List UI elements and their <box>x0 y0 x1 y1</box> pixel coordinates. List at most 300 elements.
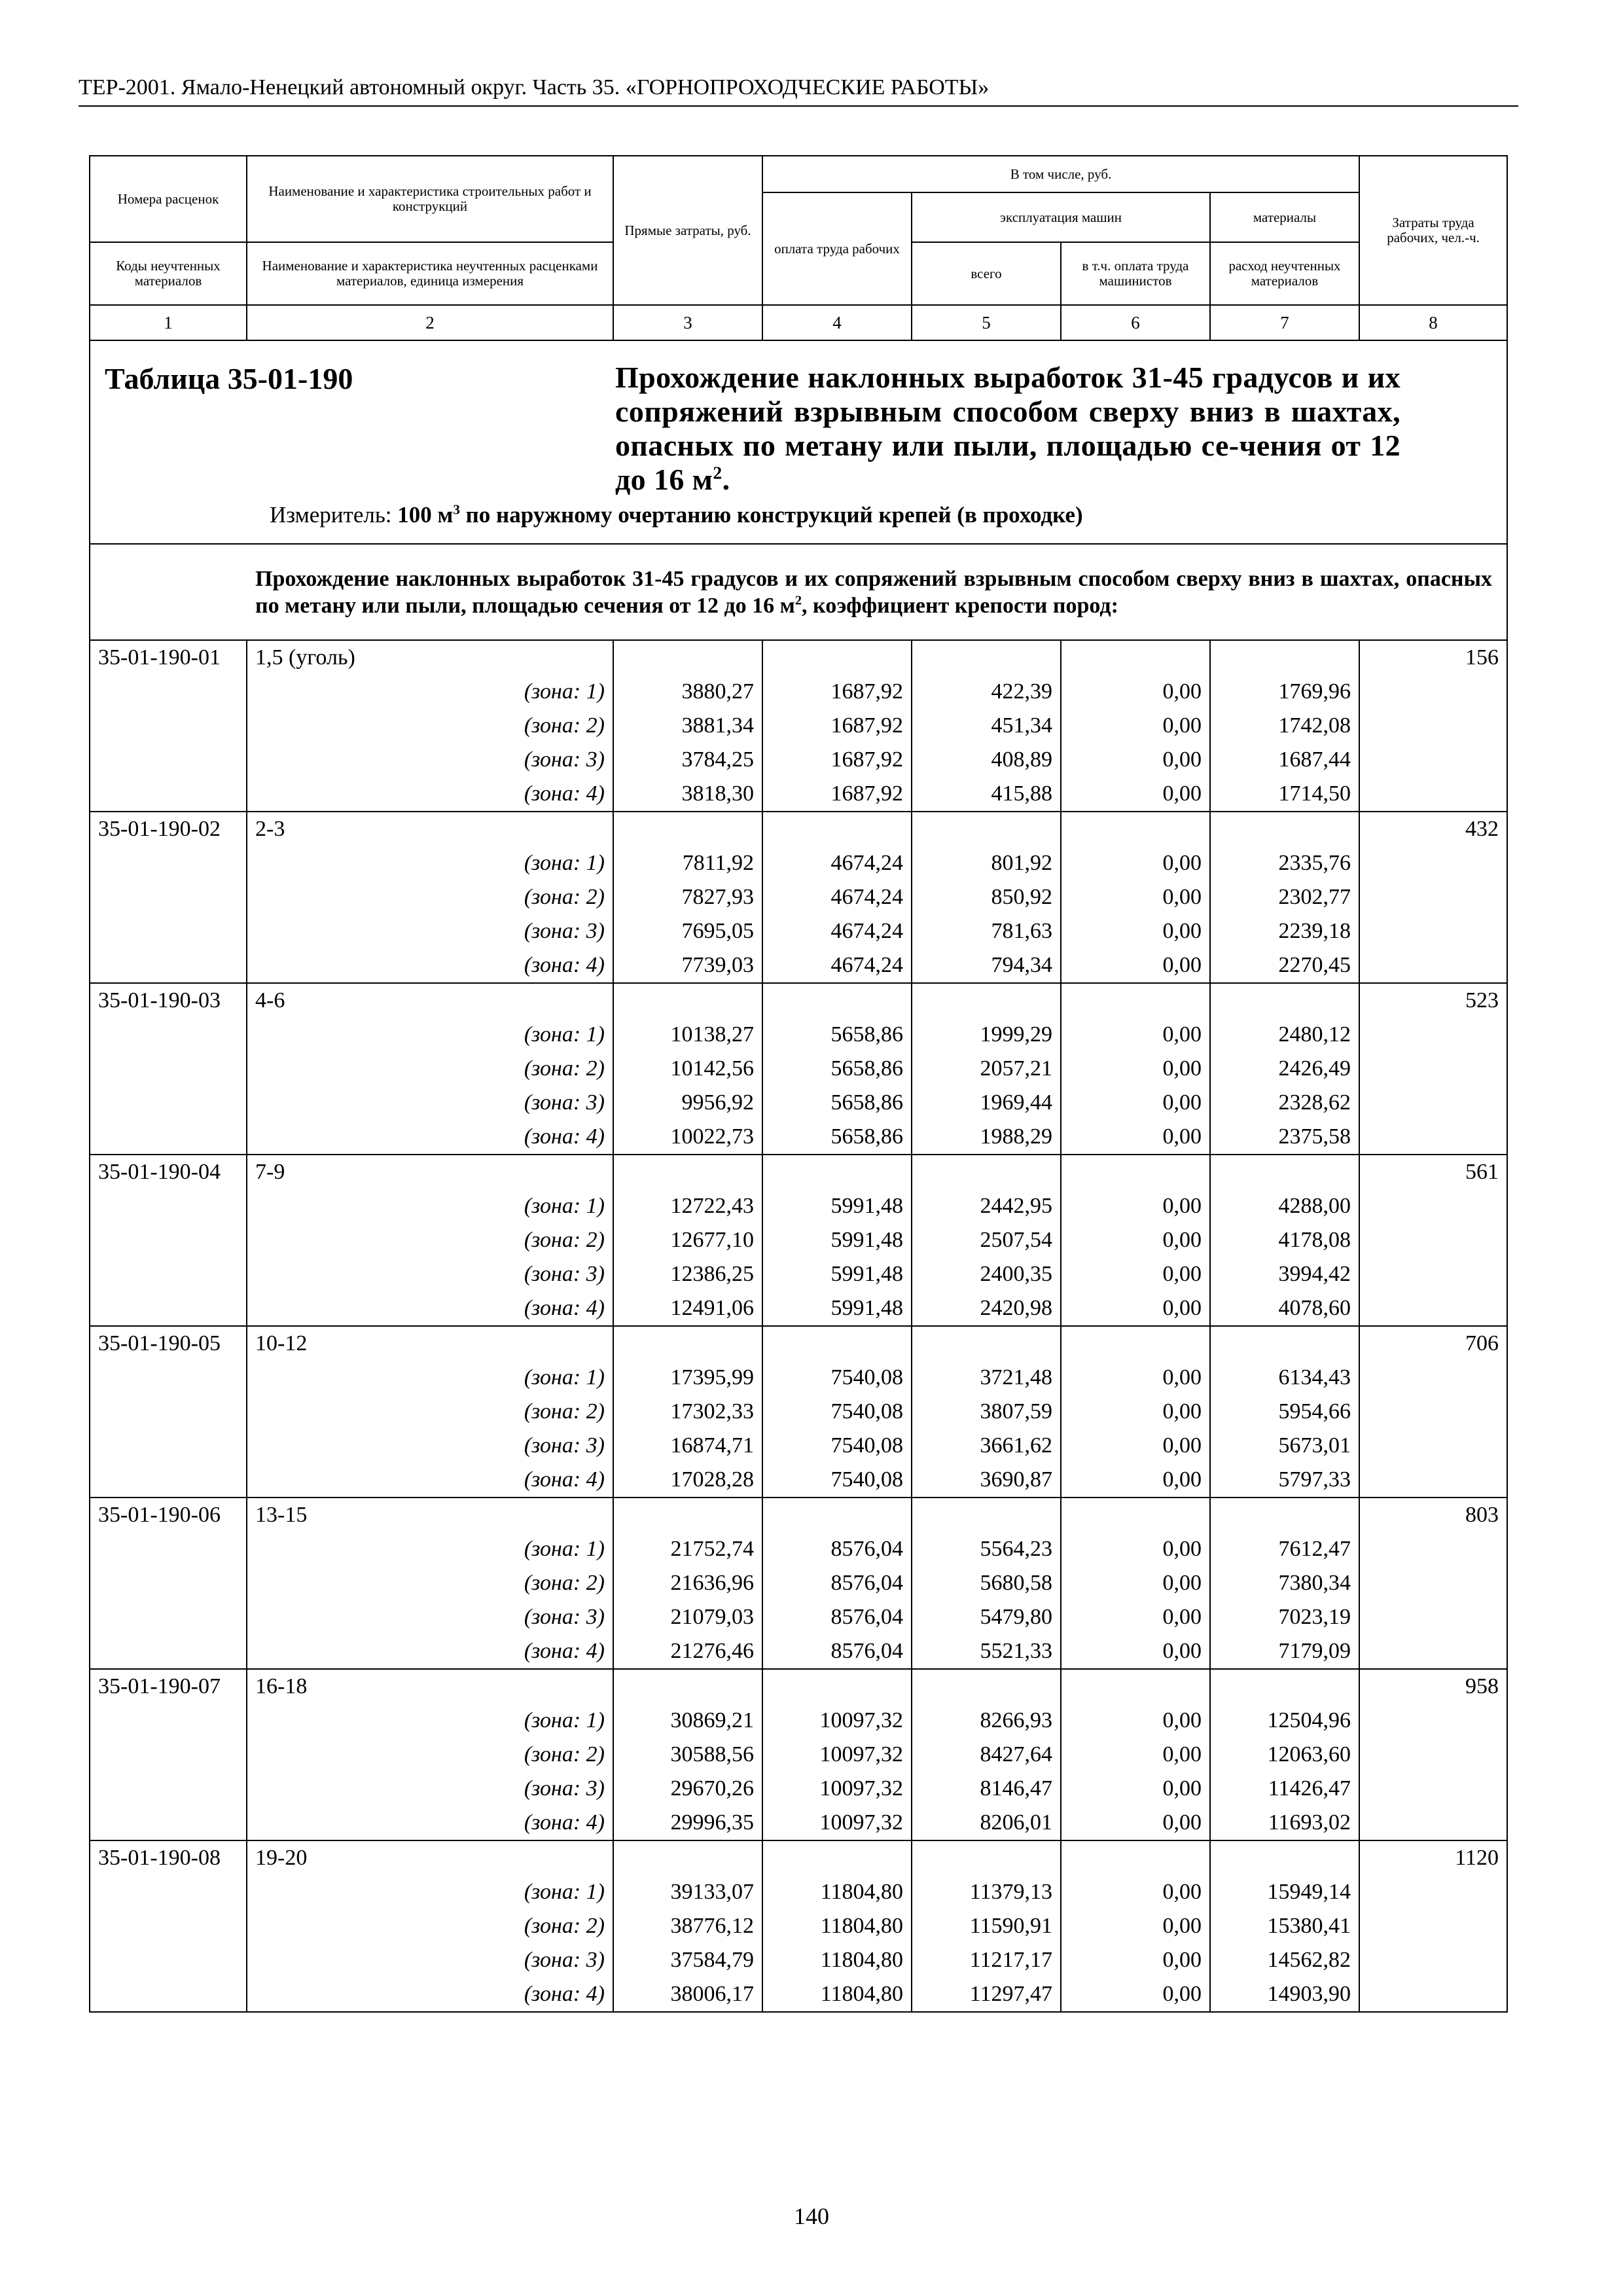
machine-total-value: 1999,29 <box>912 1018 1061 1052</box>
worker-pay-value: 8576,04 <box>762 1634 912 1669</box>
zone-row <box>90 1943 1507 1977</box>
machinist-pay-value: 0,00 <box>1061 948 1210 983</box>
empty-cell <box>762 1840 912 1875</box>
direct-costs-value: 37584,79 <box>613 1943 762 1977</box>
rate-code: 35-01-190-05 <box>90 1326 247 1361</box>
direct-costs-value: 9956,92 <box>613 1086 762 1120</box>
rate-row <box>90 983 1507 1018</box>
direct-costs-value: 17302,33 <box>613 1395 762 1429</box>
zone-label: (зона: 2) <box>247 880 613 914</box>
header-rule <box>79 105 1518 107</box>
empty-cell <box>90 675 247 709</box>
empty-cell <box>1359 1738 1507 1772</box>
machinist-pay-value: 0,00 <box>1061 1463 1210 1498</box>
empty-cell <box>90 1052 247 1086</box>
materials-value: 2239,18 <box>1210 914 1359 948</box>
zone-row <box>90 914 1507 948</box>
empty-cell <box>90 914 247 948</box>
zone-label: (зона: 4) <box>247 1977 613 2012</box>
machinist-pay-value: 0,00 <box>1061 1120 1210 1155</box>
empty-cell <box>1359 1429 1507 1463</box>
zone-label: (зона: 1) <box>247 675 613 709</box>
empty-cell <box>90 1429 247 1463</box>
rate-name: 7-9 <box>247 1155 613 1189</box>
machine-total-value: 850,92 <box>912 880 1061 914</box>
materials-value: 12063,60 <box>1210 1738 1359 1772</box>
machine-total-value: 3661,62 <box>912 1429 1061 1463</box>
zone-row <box>90 880 1507 914</box>
machinist-pay-value: 0,00 <box>1061 675 1210 709</box>
zone-label: (зона: 4) <box>247 1634 613 1669</box>
rate-code: 35-01-190-07 <box>90 1669 247 1704</box>
empty-cell <box>1359 1634 1507 1669</box>
empty-cell <box>613 1498 762 1532</box>
machine-total-value: 8206,01 <box>912 1806 1061 1840</box>
rate-name: 19-20 <box>247 1840 613 1875</box>
empty-cell <box>90 880 247 914</box>
zone-label: (зона: 4) <box>247 1291 613 1326</box>
materials-value: 2270,45 <box>1210 948 1359 983</box>
direct-costs-value: 10138,27 <box>613 1018 762 1052</box>
empty-cell <box>90 948 247 983</box>
worker-pay-value: 10097,32 <box>762 1806 912 1840</box>
empty-cell <box>1359 1223 1507 1257</box>
empty-cell <box>90 1977 247 2012</box>
materials-value: 3994,42 <box>1210 1257 1359 1291</box>
materials-value: 7179,09 <box>1210 1634 1359 1669</box>
empty-cell <box>613 812 762 846</box>
worker-pay-value: 5991,48 <box>762 1257 912 1291</box>
worker-pay-value: 10097,32 <box>762 1738 912 1772</box>
zone-row <box>90 1223 1507 1257</box>
zone-label: (зона: 3) <box>247 1429 613 1463</box>
rates-body <box>90 640 1507 2012</box>
zone-label: (зона: 2) <box>247 1395 613 1429</box>
zone-label: (зона: 2) <box>247 1223 613 1257</box>
zone-label: (зона: 2) <box>247 1738 613 1772</box>
rate-code: 35-01-190-06 <box>90 1498 247 1532</box>
empty-cell <box>1359 743 1507 777</box>
machine-total-value: 2400,35 <box>912 1257 1061 1291</box>
worker-pay-value: 4674,24 <box>762 880 912 914</box>
empty-cell <box>912 1155 1061 1189</box>
machine-total-value: 8266,93 <box>912 1704 1061 1738</box>
zone-row <box>90 1772 1507 1806</box>
direct-costs-value: 7695,05 <box>613 914 762 948</box>
zone-row <box>90 948 1507 983</box>
machinist-pay-value: 0,00 <box>1061 880 1210 914</box>
worker-pay-value: 1687,92 <box>762 743 912 777</box>
table-title-block <box>90 340 1507 544</box>
worker-pay-value: 5991,48 <box>762 1223 912 1257</box>
empty-cell <box>90 846 247 880</box>
zone-row <box>90 846 1507 880</box>
machine-total-value: 5564,23 <box>912 1532 1061 1566</box>
empty-cell <box>1359 1875 1507 1909</box>
rate-row <box>90 812 1507 846</box>
empty-cell <box>1359 1052 1507 1086</box>
empty-cell <box>1359 709 1507 743</box>
direct-costs-value: 21752,74 <box>613 1532 762 1566</box>
worker-pay-value: 5658,86 <box>762 1018 912 1052</box>
empty-cell <box>613 1155 762 1189</box>
worker-pay-value: 8576,04 <box>762 1532 912 1566</box>
empty-cell <box>1359 1189 1507 1223</box>
zone-label: (зона: 1) <box>247 1704 613 1738</box>
table-number: Таблица 35-01-190 <box>105 362 353 395</box>
materials-value: 1742,08 <box>1210 709 1359 743</box>
machine-total-value: 3807,59 <box>912 1395 1061 1429</box>
zone-label: (зона: 1) <box>247 1532 613 1566</box>
machinist-pay-value: 0,00 <box>1061 1532 1210 1566</box>
empty-cell <box>90 1086 247 1120</box>
worker-pay-value: 4674,24 <box>762 948 912 983</box>
empty-cell <box>90 1291 247 1326</box>
column-number: 7 <box>1210 305 1359 340</box>
rate-name: 13-15 <box>247 1498 613 1532</box>
machine-total-value: 801,92 <box>912 846 1061 880</box>
empty-cell <box>1359 1943 1507 1977</box>
worker-pay-value: 1687,92 <box>762 777 912 812</box>
rate-name: 10-12 <box>247 1326 613 1361</box>
machinist-pay-value: 0,00 <box>1061 1052 1210 1086</box>
machinist-pay-value: 0,00 <box>1061 1086 1210 1120</box>
zone-label: (зона: 4) <box>247 1463 613 1498</box>
empty-cell <box>1061 1840 1210 1875</box>
empty-cell <box>762 1326 912 1361</box>
machinist-pay-value: 0,00 <box>1061 1977 1210 2012</box>
zone-label: (зона: 3) <box>247 743 613 777</box>
empty-cell <box>912 1326 1061 1361</box>
zone-row <box>90 1704 1507 1738</box>
machine-total-value: 422,39 <box>912 675 1061 709</box>
col-machine-operation: эксплуатация машин <box>912 192 1210 242</box>
direct-costs-value: 21276,46 <box>613 1634 762 1669</box>
machinist-pay-value: 0,00 <box>1061 1634 1210 1669</box>
empty-cell <box>762 812 912 846</box>
empty-cell <box>90 1943 247 1977</box>
empty-cell <box>90 1738 247 1772</box>
col-direct-costs: Прямые затраты, руб. <box>613 156 762 305</box>
worker-pay-value: 5991,48 <box>762 1189 912 1223</box>
direct-costs-value: 3818,30 <box>613 777 762 812</box>
empty-cell <box>90 1361 247 1395</box>
zone-row <box>90 1429 1507 1463</box>
labor-costs-value: 706 <box>1359 1326 1507 1361</box>
direct-costs-value: 3881,34 <box>613 709 762 743</box>
zone-label: (зона: 1) <box>247 846 613 880</box>
empty-cell <box>90 1875 247 1909</box>
machine-total-value: 3721,48 <box>912 1361 1061 1395</box>
empty-cell <box>1359 1120 1507 1155</box>
zone-row <box>90 1120 1507 1155</box>
rate-row <box>90 1669 1507 1704</box>
direct-costs-value: 17395,99 <box>613 1361 762 1395</box>
empty-cell <box>762 640 912 675</box>
empty-cell <box>90 1634 247 1669</box>
empty-cell <box>762 983 912 1018</box>
empty-cell <box>1210 983 1359 1018</box>
materials-value: 11693,02 <box>1210 1806 1359 1840</box>
rate-code: 35-01-190-08 <box>90 1840 247 1875</box>
column-number: 4 <box>762 305 912 340</box>
rates-table <box>89 155 1508 2013</box>
materials-value: 11426,47 <box>1210 1772 1359 1806</box>
empty-cell <box>762 1155 912 1189</box>
zone-label: (зона: 1) <box>247 1189 613 1223</box>
rate-code: 35-01-190-03 <box>90 983 247 1018</box>
empty-cell <box>1210 812 1359 846</box>
materials-value: 14903,90 <box>1210 1977 1359 2012</box>
materials-value: 7023,19 <box>1210 1600 1359 1634</box>
direct-costs-value: 7739,03 <box>613 948 762 983</box>
zone-row <box>90 1806 1507 1840</box>
zone-row <box>90 1532 1507 1566</box>
empty-cell <box>1359 1600 1507 1634</box>
empty-cell <box>90 1909 247 1943</box>
empty-cell <box>912 983 1061 1018</box>
worker-pay-value: 7540,08 <box>762 1429 912 1463</box>
empty-cell <box>912 812 1061 846</box>
empty-cell <box>90 1532 247 1566</box>
zone-label: (зона: 4) <box>247 948 613 983</box>
machine-total-value: 11379,13 <box>912 1875 1061 1909</box>
worker-pay-value: 4674,24 <box>762 914 912 948</box>
materials-value: 2480,12 <box>1210 1018 1359 1052</box>
worker-pay-value: 7540,08 <box>762 1361 912 1395</box>
worker-pay-value: 4674,24 <box>762 846 912 880</box>
zone-label: (зона: 3) <box>247 1943 613 1977</box>
materials-value: 1687,44 <box>1210 743 1359 777</box>
direct-costs-value: 21636,96 <box>613 1566 762 1600</box>
col-material-codes: Коды неучтенных материалов <box>90 242 247 305</box>
zone-row <box>90 1463 1507 1498</box>
zone-label: (зона: 4) <box>247 777 613 812</box>
materials-value: 14562,82 <box>1210 1943 1359 1977</box>
col-rate-numbers: Номера расценок <box>90 156 247 242</box>
materials-value: 4178,08 <box>1210 1223 1359 1257</box>
direct-costs-value: 12677,10 <box>613 1223 762 1257</box>
zone-row <box>90 709 1507 743</box>
rate-row <box>90 1840 1507 1875</box>
zone-row <box>90 1909 1507 1943</box>
empty-cell <box>1210 1840 1359 1875</box>
empty-cell <box>90 1806 247 1840</box>
col-materials: материалы <box>1210 192 1359 242</box>
zone-label: (зона: 3) <box>247 1086 613 1120</box>
materials-value: 2335,76 <box>1210 846 1359 880</box>
zone-row <box>90 1977 1507 2012</box>
empty-cell <box>1359 846 1507 880</box>
direct-costs-value: 3880,27 <box>613 675 762 709</box>
zone-label: (зона: 2) <box>247 1052 613 1086</box>
direct-costs-value: 30588,56 <box>613 1738 762 1772</box>
empty-cell <box>613 983 762 1018</box>
empty-cell <box>90 1189 247 1223</box>
machine-total-value: 8427,64 <box>912 1738 1061 1772</box>
materials-value: 2302,77 <box>1210 880 1359 914</box>
worker-pay-value: 11804,80 <box>762 1977 912 2012</box>
rate-row <box>90 1498 1507 1532</box>
zone-row <box>90 1052 1507 1086</box>
empty-cell <box>1061 812 1210 846</box>
direct-costs-value: 38006,17 <box>613 1977 762 2012</box>
machinist-pay-value: 0,00 <box>1061 1704 1210 1738</box>
labor-costs-value: 1120 <box>1359 1840 1507 1875</box>
empty-cell <box>1359 914 1507 948</box>
page-number: 140 <box>794 2203 829 2229</box>
empty-cell <box>912 1840 1061 1875</box>
table-title: Прохождение наклонных выработок 31-45 градусов и их сопряжений взрывным способом сверху вниз в шахтах, опасных по метану или пыли, площадью се-чения от 12 до 16 $м^2$. <box>615 361 1400 496</box>
labor-costs-value: 432 <box>1359 812 1507 846</box>
empty-cell <box>1359 1086 1507 1120</box>
empty-cell <box>1359 1772 1507 1806</box>
rate-name: 16-18 <box>247 1669 613 1704</box>
empty-cell <box>1061 1155 1210 1189</box>
worker-pay-value: 5658,86 <box>762 1052 912 1086</box>
rate-name: 4-6 <box>247 983 613 1018</box>
machinist-pay-value: 0,00 <box>1061 1291 1210 1326</box>
direct-costs-value: 39133,07 <box>613 1875 762 1909</box>
empty-cell <box>1359 1361 1507 1395</box>
empty-cell <box>1359 1395 1507 1429</box>
empty-cell <box>1061 1498 1210 1532</box>
empty-cell <box>1359 675 1507 709</box>
rate-row <box>90 640 1507 675</box>
direct-costs-value: 12386,25 <box>613 1257 762 1291</box>
zone-label: (зона: 2) <box>247 1566 613 1600</box>
machine-total-value: 2057,21 <box>912 1052 1061 1086</box>
zone-label: (зона: 1) <box>247 1018 613 1052</box>
empty-cell <box>912 1669 1061 1704</box>
labor-costs-value: 523 <box>1359 983 1507 1018</box>
machinist-pay-value: 0,00 <box>1061 1772 1210 1806</box>
empty-cell <box>90 1704 247 1738</box>
materials-value: 15949,14 <box>1210 1875 1359 1909</box>
worker-pay-value: 7540,08 <box>762 1395 912 1429</box>
empty-cell <box>1359 1257 1507 1291</box>
materials-value: 7380,34 <box>1210 1566 1359 1600</box>
worker-pay-value: 5658,86 <box>762 1120 912 1155</box>
direct-costs-value: 17028,28 <box>613 1463 762 1498</box>
machine-total-value: 2442,95 <box>912 1189 1061 1223</box>
direct-costs-value: 7811,92 <box>613 846 762 880</box>
page-header: ТЕР-2001. Ямало-Ненецкий автономный округ. Часть 35. «ГОРНОПРОХОДЧЕСКИЕ РАБОТЫ» <box>79 75 990 99</box>
zone-row <box>90 1018 1507 1052</box>
zone-label: (зона: 1) <box>247 1875 613 1909</box>
machinist-pay-value: 0,00 <box>1061 1909 1210 1943</box>
zone-row <box>90 1291 1507 1326</box>
worker-pay-value: 11804,80 <box>762 1875 912 1909</box>
work-description-cell <box>90 544 1507 640</box>
labor-costs-value: 803 <box>1359 1498 1507 1532</box>
worker-pay-value: 7540,08 <box>762 1463 912 1498</box>
machinist-pay-value: 0,00 <box>1061 914 1210 948</box>
machine-total-value: 1969,44 <box>912 1086 1061 1120</box>
col-labor-costs: Затраты труда рабочих, чел.-ч. <box>1359 156 1507 305</box>
machine-total-value: 794,34 <box>912 948 1061 983</box>
column-number: 1 <box>90 305 247 340</box>
zone-label: (зона: 2) <box>247 709 613 743</box>
direct-costs-value: 3784,25 <box>613 743 762 777</box>
empty-cell <box>1210 640 1359 675</box>
empty-cell <box>1210 1498 1359 1532</box>
materials-value: 4288,00 <box>1210 1189 1359 1223</box>
machinist-pay-value: 0,00 <box>1061 1257 1210 1291</box>
empty-cell <box>90 1120 247 1155</box>
labor-costs-value: 958 <box>1359 1669 1507 1704</box>
empty-cell <box>613 1669 762 1704</box>
work-description: Прохождение наклонных выработок 31-45 градусов и их сопряжений взрывным способом сверху вниз в шахтах, опасных по метану или пыли, площадью сечения от 12 до 16 $м^2$, коэффициент крепости пород: <box>255 566 1493 618</box>
labor-costs-value: 561 <box>1359 1155 1507 1189</box>
col-unaccounted-materials: расход неучтенных материалов <box>1210 242 1359 305</box>
zone-label: (зона: 4) <box>247 1806 613 1840</box>
worker-pay-value: 1687,92 <box>762 709 912 743</box>
materials-value: 15380,41 <box>1210 1909 1359 1943</box>
machine-total-value: 415,88 <box>912 777 1061 812</box>
rate-row <box>90 1326 1507 1361</box>
worker-pay-value: 1687,92 <box>762 675 912 709</box>
machinist-pay-value: 0,00 <box>1061 1395 1210 1429</box>
machinist-pay-value: 0,00 <box>1061 1566 1210 1600</box>
zone-label: (зона: 4) <box>247 1120 613 1155</box>
column-number: 2 <box>247 305 613 340</box>
zone-row <box>90 1086 1507 1120</box>
rate-code: 35-01-190-02 <box>90 812 247 846</box>
zone-label: (зона: 3) <box>247 914 613 948</box>
machinist-pay-value: 0,00 <box>1061 1943 1210 1977</box>
machine-total-value: 781,63 <box>912 914 1061 948</box>
worker-pay-value: 8576,04 <box>762 1566 912 1600</box>
worker-pay-value: 11804,80 <box>762 1943 912 1977</box>
column-number: 3 <box>613 305 762 340</box>
machinist-pay-value: 0,00 <box>1061 709 1210 743</box>
worker-pay-value: 11804,80 <box>762 1909 912 1943</box>
machinist-pay-value: 0,00 <box>1061 1429 1210 1463</box>
empty-cell <box>762 1669 912 1704</box>
zone-row <box>90 1600 1507 1634</box>
labor-costs-value: 156 <box>1359 640 1507 675</box>
col-machine-total: всего <box>912 242 1061 305</box>
empty-cell <box>1359 1909 1507 1943</box>
zone-row <box>90 1738 1507 1772</box>
direct-costs-value: 29670,26 <box>613 1772 762 1806</box>
direct-costs-value: 38776,12 <box>613 1909 762 1943</box>
rate-code: 35-01-190-04 <box>90 1155 247 1189</box>
machinist-pay-value: 0,00 <box>1061 743 1210 777</box>
empty-cell <box>90 1772 247 1806</box>
zone-row <box>90 777 1507 812</box>
empty-cell <box>1359 948 1507 983</box>
machinist-pay-value: 0,00 <box>1061 1806 1210 1840</box>
zone-row <box>90 1257 1507 1291</box>
machinist-pay-value: 0,00 <box>1061 1223 1210 1257</box>
zone-label: (зона: 3) <box>247 1257 613 1291</box>
machine-total-value: 3690,87 <box>912 1463 1061 1498</box>
measure-unit: Измеритель: 100 $м^3$ по наружному очертанию конструкций крепей (в проходке) <box>270 501 1083 528</box>
zone-row <box>90 1361 1507 1395</box>
empty-cell <box>90 1395 247 1429</box>
empty-cell <box>90 1018 247 1052</box>
empty-cell <box>90 1600 247 1634</box>
direct-costs-value: 21079,03 <box>613 1600 762 1634</box>
machine-total-value: 11217,17 <box>912 1943 1061 1977</box>
zone-label: (зона: 3) <box>247 1600 613 1634</box>
machinist-pay-value: 0,00 <box>1061 1738 1210 1772</box>
rate-name: 1,5 (уголь) <box>247 640 613 675</box>
empty-cell <box>1061 1669 1210 1704</box>
machinist-pay-value: 0,00 <box>1061 1600 1210 1634</box>
